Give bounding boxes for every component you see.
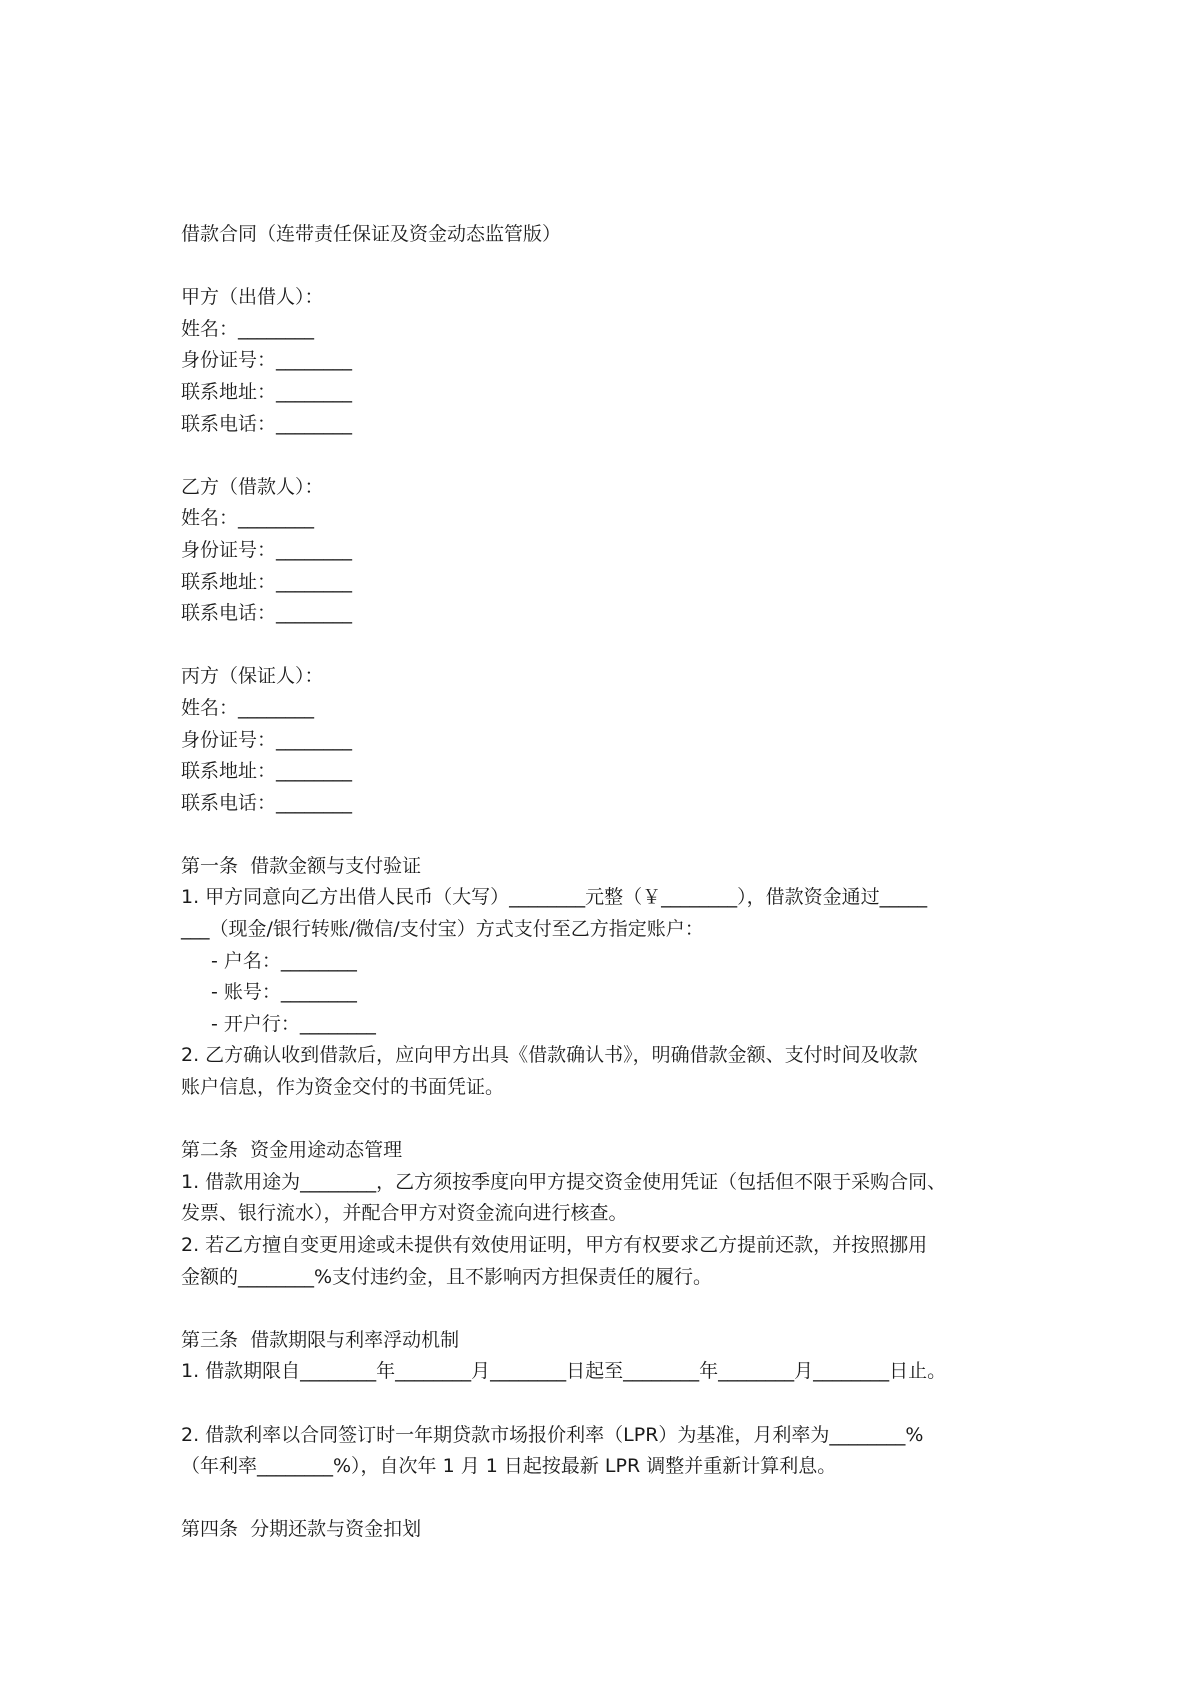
article-1-clause-2-line-2: 账户信息，作为资金交付的书面凭证。 <box>181 1076 505 1099</box>
article-3-clause-2-line-1: 2. 借款利率以合同签订时一年期贷款市场报价利率（LPR）为基准，月利率为________% <box>181 1423 924 1446</box>
account-number-field: - 账号：________ <box>211 981 357 1004</box>
article-1-clause-1-line-1: 1. 甲方同意向乙方出借人民币（大写）________元整（￥________），借款资金通过_____ <box>181 886 928 909</box>
party-b-phone: 联系电话：________ <box>181 602 353 625</box>
contract-body <box>181 219 1031 1546</box>
article-2-heading: 第二条 资金用途动态管理 <box>181 1139 403 1162</box>
party-a-phone: 联系电话：________ <box>181 412 353 435</box>
party-b-id: 身份证号：________ <box>181 538 353 561</box>
party-c-id: 身份证号：________ <box>181 728 353 751</box>
party-c-address: 联系地址：________ <box>181 760 353 783</box>
article-1-clause-2-line-1: 2. 乙方确认收到借款后，应向甲方出具《借款确认书》，明确借款金额、支付时间及收款 <box>181 1044 918 1067</box>
article-3-clause-2-line-2: （年利率________%），自次年 1 月 1 日起按最新 LPR 调整并重新计算利息。 <box>181 1455 837 1478</box>
party-a-id: 身份证号：________ <box>181 349 353 372</box>
article-2-clause-1-line-2: 发票、银行流水），并配合甲方对资金流向进行核查。 <box>181 1202 628 1225</box>
article-3-clause-1: 1. 借款期限自________年________月________日起至________年________月________日止。 <box>181 1360 947 1383</box>
party-c-name: 姓名：________ <box>181 696 315 719</box>
article-4-section <box>181 1514 1031 1546</box>
article-2-section <box>181 1135 1031 1293</box>
party-b-section <box>181 472 1031 630</box>
article-1-clause-1-line-2: ___（现金/银行转账/微信/支付宝）方式支付至乙方指定账户： <box>181 918 704 941</box>
party-a-address: 联系地址：________ <box>181 380 353 403</box>
article-3-section <box>181 1325 1031 1483</box>
party-b-name: 姓名：________ <box>181 507 315 530</box>
article-1-heading: 第一条 借款金额与支付验证 <box>181 854 422 877</box>
contract-title: 借款合同（连带责任保证及资金动态监管版） <box>181 223 562 245</box>
party-b-header: 乙方（借款人）： <box>181 475 324 498</box>
article-4-heading: 第四条 分期还款与资金扣划 <box>181 1518 422 1541</box>
article-2-clause-2-line-2: 金额的________%支付违约金，且不影响丙方担保责任的履行。 <box>181 1265 713 1288</box>
party-a-header: 甲方（出借人）： <box>181 286 324 309</box>
article-2-clause-2-line-1: 2. 若乙方擅自变更用途或未提供有效使用证明，甲方有权要求乙方提前还款，并按照挪用 <box>181 1234 928 1256</box>
party-a-section <box>181 282 1031 440</box>
article-3-heading: 第三条 借款期限与利率浮动机制 <box>181 1328 460 1351</box>
party-c-phone: 联系电话：________ <box>181 791 353 814</box>
article-2-clause-1-line-1: 1. 借款用途为________，乙方须按季度向甲方提交资金使用凭证（包括但不限于采购合同、 <box>181 1170 947 1193</box>
article-1-section <box>181 851 1031 1104</box>
party-c-section <box>181 661 1031 819</box>
party-b-address: 联系地址：________ <box>181 570 353 593</box>
party-a-name: 姓名：________ <box>181 317 315 340</box>
account-name-field: - 户名：________ <box>211 949 357 972</box>
bank-field: - 开户行：________ <box>211 1012 376 1035</box>
party-c-header: 丙方（保证人）： <box>181 665 324 688</box>
